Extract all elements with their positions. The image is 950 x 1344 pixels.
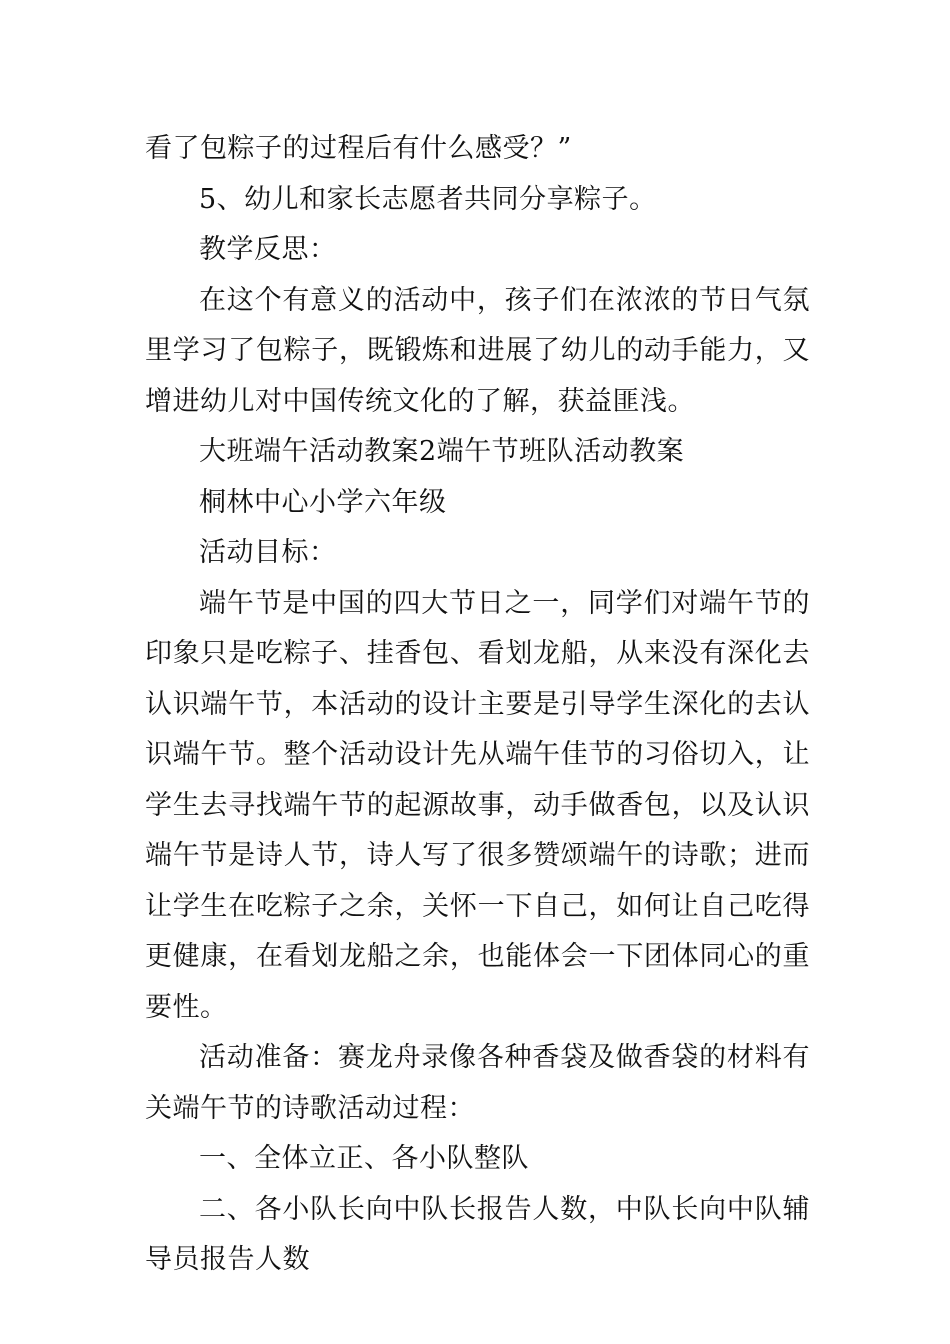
list-item: 一、全体立正、各小队整队 [199,1143,529,1174]
section-heading: 教学反思： [199,234,337,265]
paragraph: 在这个有意义的活动中，孩子们在浓浓的节日气氛里学习了包粽子，既锻炼和进展了幼儿的动手能力，又增进幼儿对中国传统文化的了解，获益匪浅。 [145,284,810,417]
document-title: 大班端午活动教案2端午节班队活动教案 [199,436,685,467]
list-item: 二、各小队长向中队长报告人数，中队长向中队辅导员报告人数 [145,1193,810,1275]
paragraph: 看了包粽子的过程后有什么感受？” [145,133,572,164]
paragraph: 活动准备：赛龙舟录像各种香袋及做香袋的材料有关端午节的诗歌活动过程： [145,1042,810,1124]
section-heading: 活动目标： [199,537,337,568]
paragraph: 5、幼儿和家长志愿者共同分享粽子。 [199,183,657,215]
document-body [145,124,810,1286]
paragraph: 端午节是中国的四大节日之一，同学们对端午节的印象只是吃粽子、挂香包、看划龙船，从来没有深化去认识端午节，本活动的设计主要是引导学生深化的去认识端午节。整个活动设计先从端午佳节的习俗切入，让学生去寻找端午节的起源故事，动手做香包，以及认识端午节是诗人节，诗人写了很多赞颂端午的诗歌；进而让学生在吃粽子之余，关怀一下自己，如何让自己吃得更健康，在看划龙船之余，也能体会一下团体同心的重要性。 [145,587,810,1023]
school-grade: 桐林中心小学六年级 [199,486,447,518]
